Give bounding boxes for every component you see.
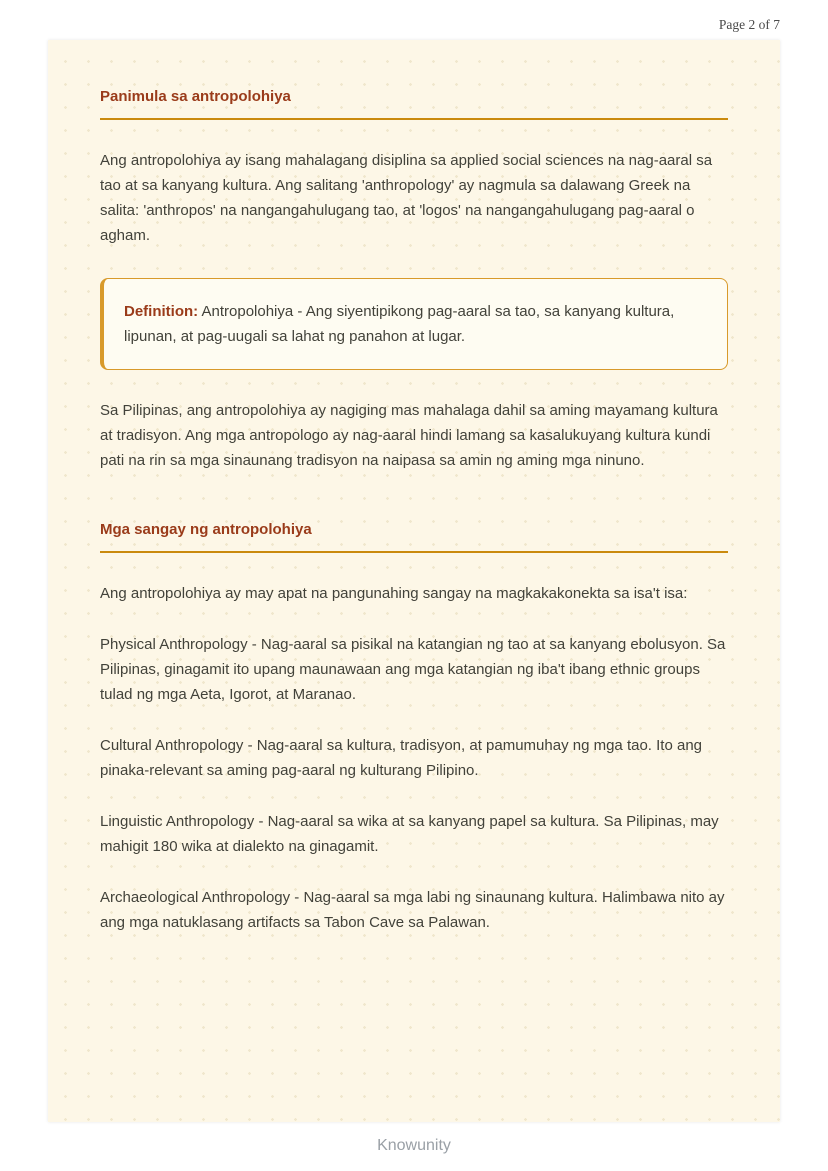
paragraph-philippines-context: Sa Pilipinas, ang antropolohiya ay nagiging mas mahalaga dahil sa aming mayamang kultura at tradisyon. Ang mga antropologo ay nag-aaral hindi lamang sa kasalukuyang kultura kundi pati na rin sa mga sinaunang tradisyon na naipasa sa amin ng aming mga ninuno. <box>100 402 718 469</box>
paragraph-intro-anthropology: Ang antropolohiya ay isang mahalagang disiplina sa applied social sciences na nag-aaral sa tao at sa kanyang kultura. Ang salitang 'anthropology' ay nagmula sa dalawang Greek na salita: 'anthropos' na nangangahulugang tao, at 'logos' na nangangahulugang pag-aaral o agham. <box>100 152 713 244</box>
section-heading-panimula: Panimula sa antropolohiya <box>100 88 728 120</box>
brand-footer: Knowunity <box>377 1137 451 1154</box>
section-heading-mga-sangay: Mga sangay ng antropolohiya <box>100 521 728 553</box>
definition-text: Antropolohiya - Ang siyentipikong pag-aaral sa tao, sa kanyang kultura, lipunan, at pag-uugali sa lahat ng panahon at lugar. <box>124 303 675 345</box>
definition-paragraph <box>124 299 705 349</box>
page-indicator: Page 2 of 7 <box>718 17 780 32</box>
paragraph-linguistic-anthropology: Linguistic Anthropology - Nag-aaral sa wika at sa kanyang papel sa kultura. Sa Pilipinas, may mahigit 180 wika at dialekto na ginagamit. <box>100 813 719 855</box>
definition-label: Definition: <box>124 303 199 320</box>
paragraph-branches-intro: Ang antropolohiya ay may apat na pangunahing sangay na magkakakonekta sa isa't isa: <box>100 585 688 602</box>
definition-box <box>100 278 728 370</box>
document-page <box>48 40 780 1122</box>
paragraph-cultural-anthropology: Cultural Anthropology - Nag-aaral sa kultura, tradisyon, at pamumuhay ng mga tao. Ito ang pinaka-relevant sa aming pag-aaral ng kulturang Pilipino. <box>100 737 702 779</box>
paragraph-physical-anthropology: Physical Anthropology - Nag-aaral sa pisikal na katangian ng tao at sa kanyang ebolusyon. Sa Pilipinas, ginagamit ito upang maunawaan ang mga katangian ng iba't ibang ethnic groups tulad ng mga Aeta, Igorot, at Maranao. <box>100 636 726 703</box>
paragraph-archaeological-anthropology: Archaeological Anthropology - Nag-aaral sa mga labi ng sinaunang kultura. Halimbawa nito ay ang mga natuklasang artifacts sa Tabon Cave sa Palawan. <box>100 889 725 931</box>
